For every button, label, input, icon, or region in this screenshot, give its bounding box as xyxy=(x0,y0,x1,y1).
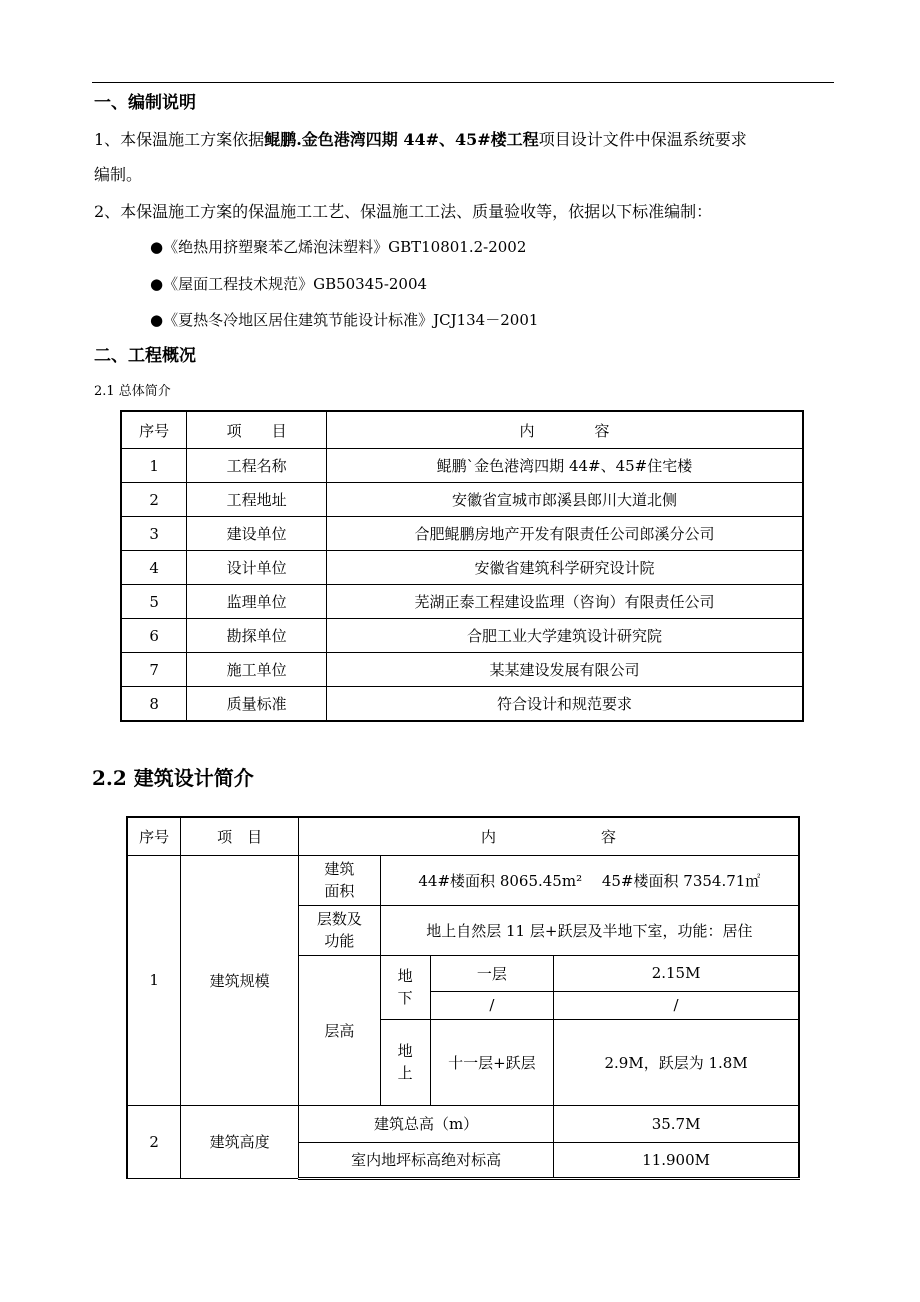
bullet-icon: ● xyxy=(150,275,164,293)
table-row: 层高 地 下 一层 2.15M xyxy=(127,955,799,991)
table-row: 5 监理单位 芜湖正泰工程建设监理（咨询）有限责任公司 xyxy=(121,585,803,619)
project-name: 鲲鹏.金色港湾四期 44#、45#楼工程 xyxy=(264,130,539,149)
table-row: 1 工程名称 鲲鹏`金色港湾四期 44#、45#住宅楼 xyxy=(121,449,803,483)
header-rule xyxy=(92,82,834,83)
table-row: 2 建筑高度 建筑总高（m） 35.7M xyxy=(127,1105,799,1142)
table-row: 6 勘探单位 合肥工业大学建筑设计研究院 xyxy=(121,619,803,653)
paragraph-1-cont: 编制。 xyxy=(94,165,143,184)
table-header-row: 序号 项 目 内 容 xyxy=(121,411,803,449)
table-row: 4 设计单位 安徽省建筑科学研究设计院 xyxy=(121,551,803,585)
standard-item: ●《屋面工程技术规范》GB50345-2004 xyxy=(150,275,428,293)
table-row: 室内地坪标高绝对标高 11.900M xyxy=(127,1142,799,1178)
section-heading-2: 二、工程概况 xyxy=(94,346,196,366)
standard-item: ●《夏热冬冷地区居住建筑节能设计标准》JCJ134－2001 xyxy=(150,311,539,329)
bullet-icon: ● xyxy=(150,238,164,256)
table-row: 3 建设单位 合肥鲲鹏房地产开发有限责任公司郎溪分公司 xyxy=(121,517,803,551)
subsection-title: 2.1 总体简介 xyxy=(94,384,171,399)
table-row: 8 质量标准 符合设计和规范要求 xyxy=(121,687,803,722)
table-header-row: 序号 项 目 内 容 xyxy=(127,817,799,855)
standard-item: ●《绝热用挤塑聚苯乙烯泡沫塑料》GBT10801.2-2002 xyxy=(150,238,527,256)
table-row: / / xyxy=(127,991,799,1019)
design-table xyxy=(126,816,800,1180)
section-heading-3: 2.2 建筑设计简介 xyxy=(92,766,254,790)
overview-table xyxy=(120,410,804,722)
table-row: 2 工程地址 安徽省宣城市郎溪县郎川大道北侧 xyxy=(121,483,803,517)
bullet-icon: ● xyxy=(150,311,164,329)
table-row: 层数及 功能 地上自然层 11 层+跃层及半地下室，功能：居住 xyxy=(127,905,799,955)
paragraph-2: 2、本保温施工方案的保温施工工艺、保温施工工法、质量验收等，依据以下标准编制： xyxy=(94,202,713,221)
paragraph-1: 1、本保温施工方案依据鲲鹏.金色港湾四期 44#、45#楼工程项目设计文件中保温系统要求 xyxy=(94,130,747,149)
section-heading-1: 一、编制说明 xyxy=(94,93,196,113)
table-row: 地 上 十一层+跃层 2.9M，跃层为 1.8M xyxy=(127,1019,799,1105)
table-row: 1 建筑规模 建筑 面积 44#楼面积 8065.45m² 45#楼面积 7354.71㎡ xyxy=(127,855,799,905)
table-row: 7 施工单位 某某建设发展有限公司 xyxy=(121,653,803,687)
